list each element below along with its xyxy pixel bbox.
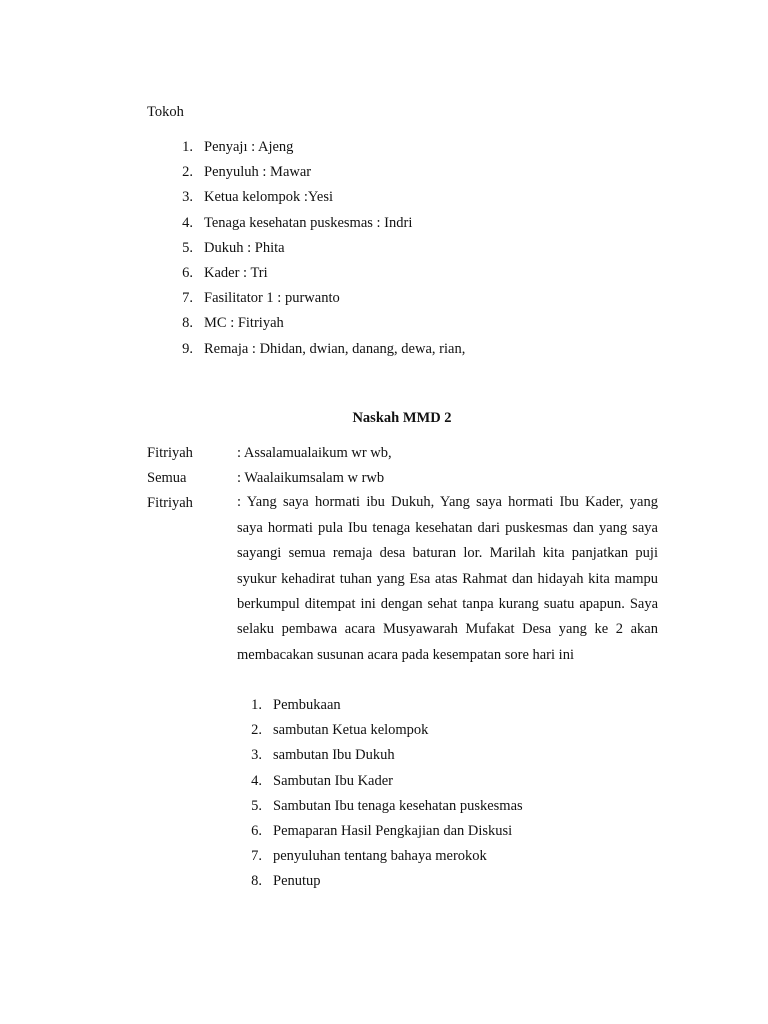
list-text: MC : Fitriyah: [204, 315, 284, 332]
script-title: Naskah MMD 2: [352, 410, 452, 426]
list-item: [147, 339, 465, 364]
list-number: 4.: [182, 214, 193, 231]
list-text: Tenaga kesehatan puskesmas : Indri: [204, 214, 413, 231]
list-text: Sambutan Ibu tenaga kesehatan puskesmas: [273, 797, 523, 814]
list-number: 1.: [251, 697, 262, 713]
list-number: 6.: [182, 264, 193, 281]
list-number: 8.: [182, 315, 193, 332]
list-number: 6.: [251, 822, 262, 839]
list-number: 7.: [182, 290, 193, 307]
list-text: Ketua kelompok :Yesi: [204, 189, 334, 206]
agenda-item: [228, 796, 523, 821]
speaker-name: Semua: [147, 470, 187, 486]
agenda-item: [228, 821, 523, 846]
cast-list: [147, 137, 465, 364]
list-number: 5.: [251, 797, 262, 814]
dialogue-text: : Waalaikumsalam w rwb: [237, 470, 385, 486]
list-number: 3.: [251, 747, 262, 764]
list-number: 4.: [251, 772, 262, 789]
speaker-name: Fitriyah: [147, 495, 193, 511]
list-text: Pembukaan: [273, 697, 341, 713]
list-item: [147, 213, 465, 238]
dialogue-text: : Assalamualaikum wr wb,: [237, 445, 392, 461]
list-item: [147, 238, 465, 263]
list-number: 1.: [182, 139, 193, 155]
agenda-item: [228, 695, 523, 720]
list-text: Sambutan Ibu Kader: [273, 772, 393, 789]
list-text: Dukuh : Phita: [204, 239, 285, 256]
agenda-item: [228, 846, 523, 871]
list-text: Pemaparan Hasil Pengkajian dan Diskusi: [273, 822, 513, 839]
list-text: Penyuluh : Mawar: [204, 164, 312, 181]
list-text: sambutan Ibu Dukuh: [273, 747, 395, 764]
list-number: 5.: [182, 239, 193, 256]
list-item: [147, 313, 465, 338]
agenda-list: [228, 695, 523, 897]
list-item: [147, 162, 465, 187]
list-text: penyuluhan tentang bahaya merokok: [273, 848, 487, 865]
list-number: 2.: [251, 722, 262, 739]
agenda-item: [228, 745, 523, 770]
list-number: 2.: [182, 164, 193, 181]
list-number: 8.: [251, 873, 262, 890]
list-item: [147, 288, 465, 313]
list-text: Fasilitator 1 : purwanto: [204, 290, 340, 307]
dialogue-paragraph: : Yang saya hormati ibu Dukuh, Yang saya hormati Ibu Kader, yang saya hormati pula Ibu tenaga kesehatan dari puskesmas dan yang saya sayangi semua remaja desa baturan lor. Marilah kita panjatkan puji syukur kehadirat tuhan yang Esa atas Rahmat dan hidayah kita mampu berkumpul ditempat ini dengan sehat tanpa kurang suatu apapun. Saya selaku pembawa acara Musyawarah Mufakat Desa yang ke 2 akan membacakan susunan acara pada kesempatan sore hari ini: [237, 494, 658, 663]
list-text: Kader : Tri: [204, 264, 268, 281]
list-item: [147, 187, 465, 212]
agenda-item: [228, 871, 523, 896]
list-number: 7.: [251, 848, 262, 865]
list-text: Penyajı : Ajeng: [204, 139, 294, 155]
list-text: Remaja : Dhidan, dwian, danang, dewa, rian,: [204, 340, 466, 357]
agenda-item: [228, 771, 523, 796]
list-number: 3.: [182, 189, 193, 206]
list-item: [147, 263, 465, 288]
list-number: 9.: [182, 340, 193, 357]
list-text: Penutup: [273, 873, 321, 890]
list-item: [147, 137, 465, 162]
agenda-item: [228, 720, 523, 745]
speaker-name: Fitriyah: [147, 445, 193, 461]
tokoh-heading: Tokoh: [147, 104, 184, 120]
list-text: sambutan Ketua kelompok: [273, 722, 429, 739]
